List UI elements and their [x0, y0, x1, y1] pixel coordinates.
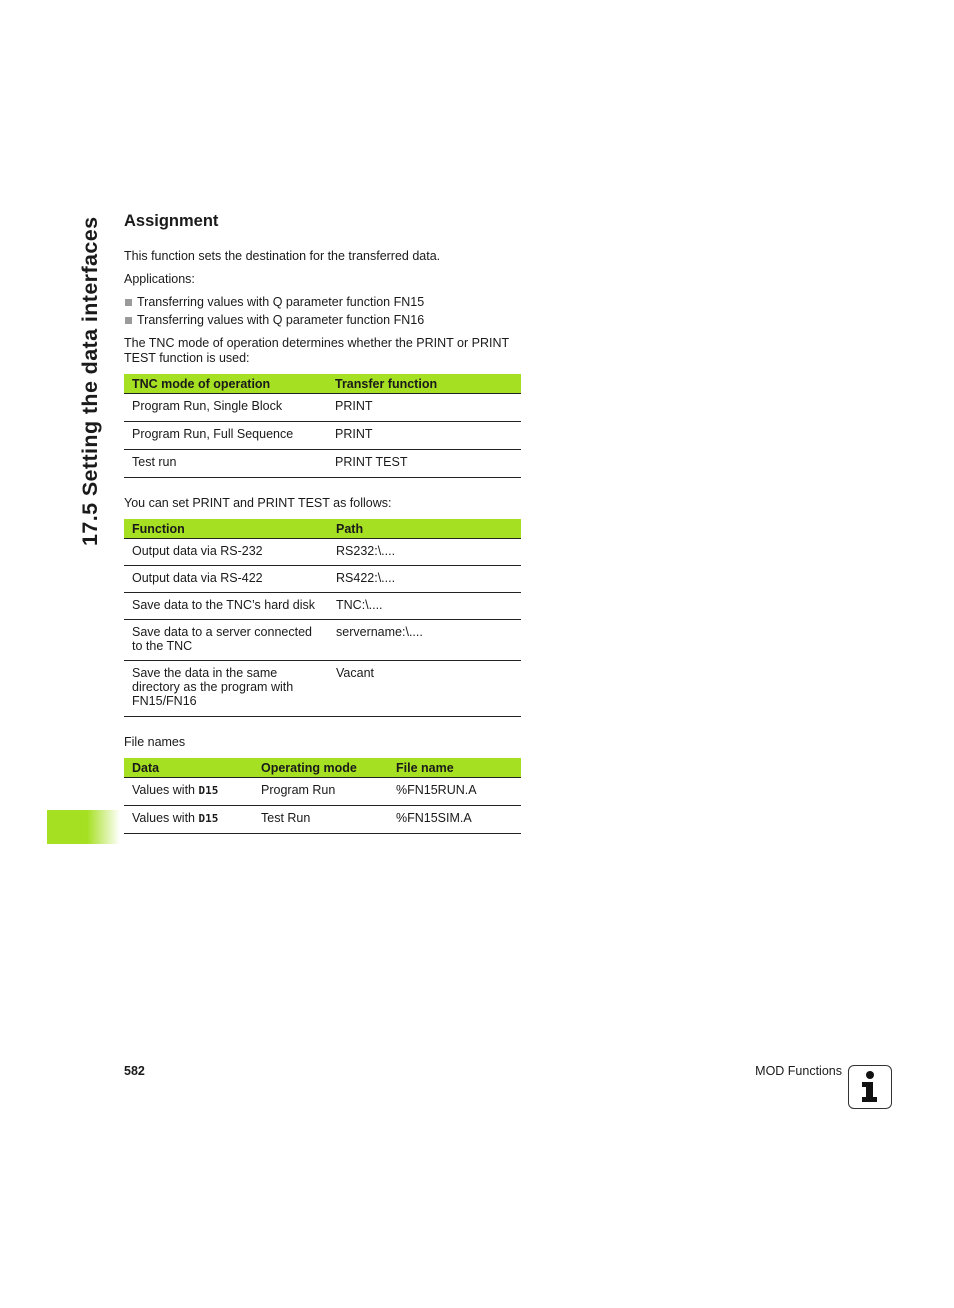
table-cell: %FN15RUN.A	[388, 778, 521, 806]
table-header-row	[124, 758, 521, 778]
file-names-label: File names	[124, 735, 186, 749]
table-cell: Test run	[124, 450, 327, 478]
chapter-tab-marker	[47, 810, 120, 844]
table-row	[124, 806, 521, 834]
table-cell: Save data to the TNC’s hard disk	[124, 593, 328, 620]
mode-note: The TNC mode of operation determines whether the PRINT or PRINT TEST function is used:	[124, 336, 509, 365]
info-glyph-icon	[849, 1066, 890, 1107]
chapter-side-title: 17.5 Setting the data interfaces	[78, 216, 102, 546]
bullet-square-icon	[125, 299, 132, 306]
column-header: Operating mode	[253, 758, 388, 778]
list-item	[124, 313, 521, 328]
list-item-text: Transferring values with Q parameter function FN15	[137, 295, 425, 309]
table-row	[124, 539, 521, 566]
table-cell: Program Run, Full Sequence	[124, 422, 327, 450]
mode-table	[124, 374, 521, 478]
file-names-table	[124, 758, 521, 834]
info-icon	[848, 1065, 892, 1109]
applications-label: Applications:	[124, 272, 195, 286]
table-cell: RS232:\....	[328, 539, 521, 566]
set-note: You can set PRINT and PRINT TEST as follows:	[124, 496, 392, 510]
parameter-code: D15	[198, 812, 219, 825]
path-table	[124, 519, 521, 717]
table-cell: TNC:\....	[328, 593, 521, 620]
table-cell: Vacant	[328, 661, 521, 717]
parameter-code: D15	[198, 784, 219, 797]
intro-text: This function sets the destination for the transferred data.	[124, 249, 441, 263]
table-cell: Save data to a server connected to the TNC	[124, 620, 328, 661]
page-content	[124, 208, 521, 852]
table-row	[124, 394, 521, 422]
section-heading: Assignment	[124, 212, 219, 230]
cell-prefix: Values with	[132, 811, 199, 825]
table-cell: servername:\....	[328, 620, 521, 661]
table-header-row	[124, 374, 521, 394]
table-row	[124, 566, 521, 593]
column-header: Data	[124, 758, 253, 778]
table-cell: Output data via RS-422	[124, 566, 328, 593]
table-cell: PRINT	[327, 422, 521, 450]
table-row	[124, 778, 521, 806]
table-cell: %FN15SIM.A	[388, 806, 521, 834]
bullet-square-icon	[125, 317, 132, 324]
table-cell: Test Run	[253, 806, 388, 834]
footer-chapter-title: MOD Functions	[755, 1064, 842, 1078]
table-cell: Save the data in the same directory as the program with FN15/FN16	[124, 661, 328, 717]
table-row	[124, 450, 521, 478]
column-header: Path	[328, 519, 521, 539]
table-cell: Program Run, Single Block	[124, 394, 327, 422]
column-header: File name	[388, 758, 521, 778]
table-cell: RS422:\....	[328, 566, 521, 593]
table-row	[124, 593, 521, 620]
table-cell	[124, 806, 253, 834]
applications-list	[124, 295, 521, 328]
list-item-text: Transferring values with Q parameter function FN16	[137, 313, 425, 327]
page-number: 582	[124, 1064, 145, 1078]
table-cell: PRINT TEST	[327, 450, 521, 478]
table-header-row	[124, 519, 521, 539]
table-cell: Output data via RS-232	[124, 539, 328, 566]
table-row	[124, 620, 521, 661]
cell-prefix: Values with	[132, 783, 199, 797]
list-item	[124, 295, 521, 310]
table-cell	[124, 778, 253, 806]
column-header: Function	[124, 519, 328, 539]
table-cell: PRINT	[327, 394, 521, 422]
table-row	[124, 661, 521, 717]
column-header: Transfer function	[327, 374, 521, 394]
table-row	[124, 422, 521, 450]
column-header: TNC mode of operation	[124, 374, 327, 394]
table-cell: Program Run	[253, 778, 388, 806]
